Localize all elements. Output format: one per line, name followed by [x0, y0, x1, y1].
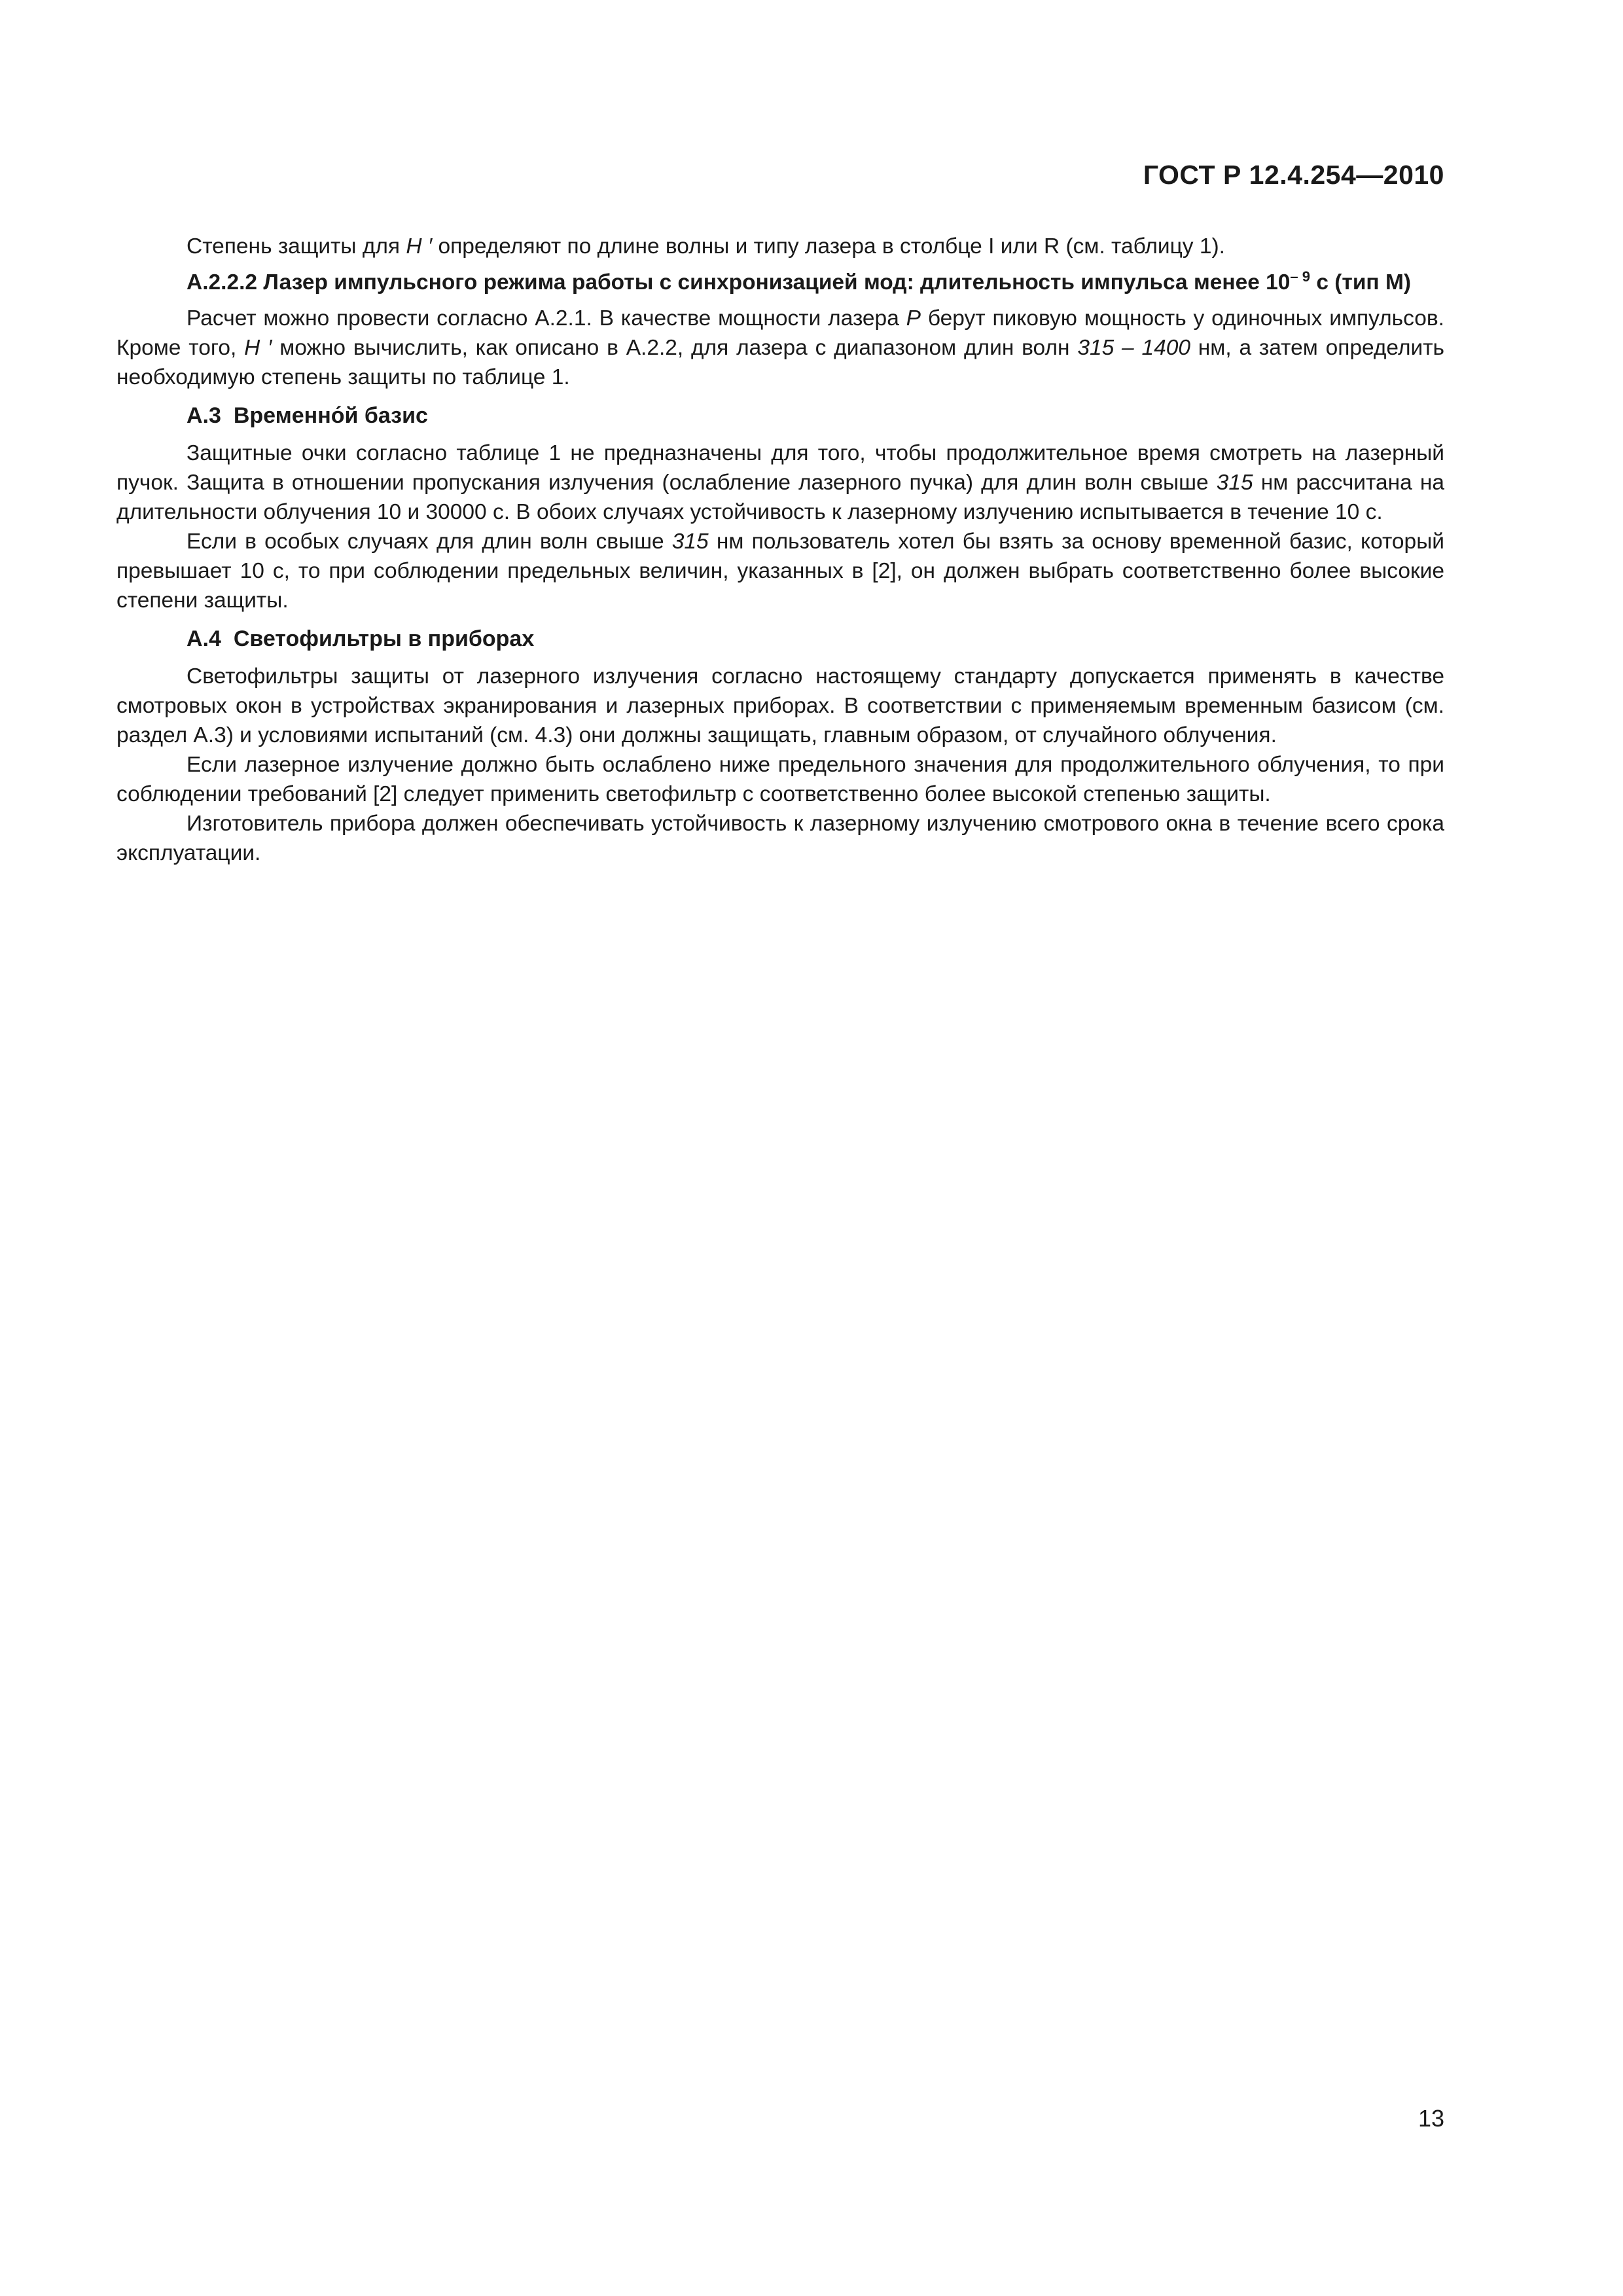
section-title: Светофильтры в приборах	[233, 626, 535, 651]
text-span: определяют по длине волны и типу лазера в столбце I или R (см. таблицу 1).	[432, 234, 1225, 259]
paragraph-manufacturer: Изготовитель прибора должен обеспечивать устойчивость к лазерному излучению смотрового окна в течение всего срока эксплуатации.	[116, 812, 1444, 865]
paragraph-calculation	[116, 304, 1444, 392]
subsection-heading-a222	[116, 268, 1444, 297]
paragraph-filters: Светофильтры защиты от лазерного излучения согласно настоящему стандарту допускается применять в качестве смотровых окон в устройствах экранирования и лазерных приборах. В соответствии с применяемым временным базисом (см. раздел А.3) и условиями испытаний (см. 4.3) они должны защищать, главным образом, от случайного облучения.	[116, 664, 1444, 747]
symbol-h-prime: H ′	[406, 234, 433, 259]
text-span: нм рассчитана на длительности облучения 10 и 30000 с. В обоих случаях устойчивость к лазерному излучению испытывается в течение 10 с.	[116, 471, 1444, 524]
paragraph-special-cases	[116, 527, 1444, 615]
symbol-p: Р	[906, 306, 921, 331]
document-body	[116, 232, 1444, 868]
text-span: Степень защиты для	[187, 234, 406, 259]
section-heading-a4	[116, 624, 1444, 654]
exponent: – 9	[1290, 268, 1311, 285]
text-span: нм, а затем определить необходимую степень защиты по таблице 1.	[116, 336, 1444, 389]
text-span: с (тип М)	[1310, 270, 1412, 295]
text-span: Расчет можно провести согласно А.2.1. В качестве мощности лазера	[187, 306, 906, 331]
section-number: А.3	[187, 403, 221, 428]
text-span: Если в особых случаях для длин волн свыше	[187, 529, 672, 554]
text-span: берут пиковую мощность у одиночных импульсов. Кроме того,	[116, 306, 1444, 360]
text-span: нм пользователь хотел бы взять за основу временной базис, который превышает 10 с, то при соблюдении предельных величин, указанных в [2], он должен выбрать соответственно более высокие степени защиты.	[116, 529, 1444, 613]
symbol-h-prime: H ′	[244, 336, 272, 360]
section-number: А.4	[187, 626, 221, 651]
wavelength-range: 315 – 1400	[1077, 336, 1190, 360]
paragraph-attenuation: Если лазерное излучение должно быть ослаблено ниже предельного значения для продолжительного облучения, то при соблюдении требований [2] следует применить светофильтр с соответственно более высокой степенью защиты.	[116, 753, 1444, 806]
document-code: ГОСТ Р 12.4.254—2010	[1143, 160, 1444, 190]
paragraph-protection-degree	[116, 232, 1444, 261]
page-number: 13	[1418, 2105, 1444, 2132]
text-span: Защитные очки согласно таблице 1 не предназначены для того, чтобы продолжительное время смотреть на лазерный пучок. Защита в отношении пропускания излучения (ослабление лазерного пучка) для длин волн свыше	[116, 441, 1444, 495]
wavelength-value: 315	[671, 529, 709, 554]
section-heading-a3	[116, 401, 1444, 431]
section-title: Временно́й базис	[233, 403, 428, 428]
wavelength-value: 315	[1216, 471, 1253, 495]
paragraph-goggles	[116, 439, 1444, 527]
text-span: А.2.2.2 Лазер импульсного режима работы с синхронизацией мод: длительность импульса менее 10	[187, 270, 1291, 295]
text-span: можно вычислить, как описано в А.2.2, для лазера с диапазоном длин волн	[272, 336, 1078, 360]
